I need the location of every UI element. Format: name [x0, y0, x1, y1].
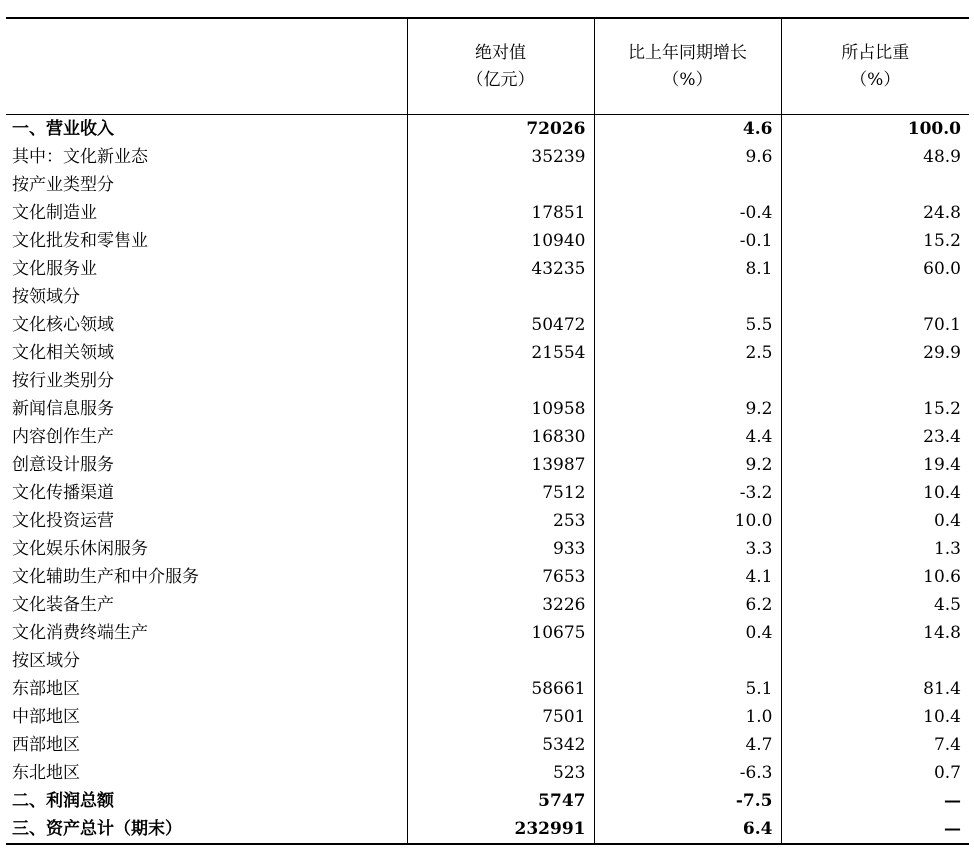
absolute-value-cell: 58661: [407, 675, 594, 703]
growth-cell: 9.6: [594, 143, 781, 171]
absolute-value-cell: 17851: [407, 199, 594, 227]
header-yoy-growth: [594, 18, 781, 115]
share-cell: 19.4: [781, 451, 969, 479]
absolute-value-cell: 13987: [407, 451, 594, 479]
growth-cell: 4.7: [594, 731, 781, 759]
absolute-value-cell: 21554: [407, 339, 594, 367]
table-row: [6, 591, 969, 619]
absolute-value-cell: 5342: [407, 731, 594, 759]
table-row: [6, 339, 969, 367]
table-row: [6, 815, 969, 844]
growth-cell: 9.2: [594, 451, 781, 479]
share-cell: 15.2: [781, 395, 969, 423]
share-cell: 23.4: [781, 423, 969, 451]
row-label: 文化传播渠道: [12, 483, 114, 503]
row-label: 新闻信息服务: [12, 399, 114, 419]
share-cell: 81.4: [781, 675, 969, 703]
header-row: [6, 18, 969, 115]
table-row: [6, 311, 969, 339]
row-label: 创意设计服务: [12, 455, 114, 475]
growth-cell: 6.4: [594, 815, 781, 844]
table-row: [6, 787, 969, 815]
absolute-value-cell: 16830: [407, 423, 594, 451]
row-label: 文化制造业: [12, 203, 97, 223]
row-label: 文化辅助生产和中介服务: [12, 567, 199, 587]
row-label: 文化消费终端生产: [12, 623, 148, 643]
row-label: 其中：文化新业态: [12, 147, 148, 167]
growth-cell: 2.5: [594, 339, 781, 367]
header-share-unit: （%）: [850, 69, 901, 90]
share-cell: 10.4: [781, 479, 969, 507]
share-cell: 1.3: [781, 535, 969, 563]
absolute-value-cell: 523: [407, 759, 594, 787]
table-row: [6, 479, 969, 507]
share-cell: 10.6: [781, 563, 969, 591]
absolute-value-cell: 50472: [407, 311, 594, 339]
table-row: [6, 283, 969, 311]
absolute-value-cell: 7501: [407, 703, 594, 731]
absolute-value-cell: [407, 647, 594, 675]
table-row: [6, 451, 969, 479]
growth-cell: -6.3: [594, 759, 781, 787]
absolute-value-cell: [407, 171, 594, 199]
row-label: 按区域分: [12, 651, 80, 671]
row-label: 文化装备生产: [12, 595, 114, 615]
share-cell: 100.0: [781, 115, 969, 144]
share-cell: 4.5: [781, 591, 969, 619]
growth-cell: [594, 367, 781, 395]
header-absolute-value: [407, 18, 594, 115]
row-label: 西部地区: [12, 735, 80, 755]
absolute-value-cell: 72026: [407, 115, 594, 144]
row-label: 文化核心领域: [12, 315, 114, 335]
share-cell: 24.8: [781, 199, 969, 227]
share-cell: [781, 647, 969, 675]
absolute-value-cell: 43235: [407, 255, 594, 283]
absolute-value-cell: 3226: [407, 591, 594, 619]
growth-cell: -3.2: [594, 479, 781, 507]
absolute-value-cell: 232991: [407, 815, 594, 844]
absolute-value-cell: 7512: [407, 479, 594, 507]
absolute-value-cell: 5747: [407, 787, 594, 815]
growth-cell: 10.0: [594, 507, 781, 535]
row-label: 文化批发和零售业: [12, 231, 148, 251]
share-cell: 60.0: [781, 255, 969, 283]
table-row: [6, 703, 969, 731]
row-label: 内容创作生产: [12, 427, 114, 447]
absolute-value-cell: 10675: [407, 619, 594, 647]
table-row: [6, 731, 969, 759]
growth-cell: 4.1: [594, 563, 781, 591]
growth-cell: 4.4: [594, 423, 781, 451]
share-cell: —: [781, 815, 969, 844]
growth-cell: 5.1: [594, 675, 781, 703]
table-row: [6, 759, 969, 787]
share-cell: 10.4: [781, 703, 969, 731]
share-cell: [781, 171, 969, 199]
table-row: [6, 619, 969, 647]
table-row: [6, 647, 969, 675]
row-label: 二、利润总额: [12, 791, 114, 811]
table-row: [6, 115, 969, 144]
header-yoy-growth-title: 比上年同期增长: [628, 42, 747, 63]
share-cell: [781, 283, 969, 311]
growth-cell: [594, 283, 781, 311]
table-row: [6, 367, 969, 395]
growth-cell: 9.2: [594, 395, 781, 423]
table-row: [6, 535, 969, 563]
absolute-value-cell: 35239: [407, 143, 594, 171]
growth-cell: 8.1: [594, 255, 781, 283]
growth-cell: -0.1: [594, 227, 781, 255]
header-yoy-growth-unit: （%）: [662, 69, 713, 90]
row-label: 文化相关领域: [12, 343, 114, 363]
header-share: [781, 18, 969, 115]
table-row: [6, 395, 969, 423]
absolute-value-cell: 7653: [407, 563, 594, 591]
table-row: [6, 675, 969, 703]
row-label: 东部地区: [12, 679, 80, 699]
share-cell: [781, 367, 969, 395]
table-header: [6, 18, 969, 115]
row-label: 中部地区: [12, 707, 80, 727]
share-cell: 7.4: [781, 731, 969, 759]
table-row: [6, 507, 969, 535]
growth-cell: 0.4: [594, 619, 781, 647]
share-cell: 14.8: [781, 619, 969, 647]
table-row: [6, 171, 969, 199]
header-share-title: 所占比重: [841, 42, 910, 63]
growth-cell: 4.6: [594, 115, 781, 144]
absolute-value-cell: 10940: [407, 227, 594, 255]
row-label: 文化投资运营: [12, 511, 114, 531]
row-label: 文化服务业: [12, 259, 97, 279]
absolute-value-cell: 253: [407, 507, 594, 535]
growth-cell: [594, 647, 781, 675]
row-label: 文化娱乐休闲服务: [12, 539, 148, 559]
row-label: 一、营业收入: [12, 119, 114, 139]
table-row: [6, 227, 969, 255]
statistics-table: [6, 17, 969, 845]
share-cell: 48.9: [781, 143, 969, 171]
growth-cell: 1.0: [594, 703, 781, 731]
absolute-value-cell: 933: [407, 535, 594, 563]
share-cell: 0.7: [781, 759, 969, 787]
growth-cell: 5.5: [594, 311, 781, 339]
table-row: [6, 255, 969, 283]
header-absolute-value-unit: （亿元）: [466, 69, 535, 90]
header-blank: [6, 18, 407, 115]
growth-cell: -7.5: [594, 787, 781, 815]
share-cell: 15.2: [781, 227, 969, 255]
table-body: [6, 115, 969, 845]
absolute-value-cell: [407, 367, 594, 395]
table-row: [6, 563, 969, 591]
row-label: 按行业类别分: [12, 371, 114, 391]
table-row: [6, 143, 969, 171]
table-row: [6, 423, 969, 451]
share-cell: 70.1: [781, 311, 969, 339]
growth-cell: [594, 171, 781, 199]
header-absolute-value-title: 绝对值: [475, 42, 526, 63]
absolute-value-cell: 10958: [407, 395, 594, 423]
share-cell: 0.4: [781, 507, 969, 535]
table-row: [6, 199, 969, 227]
row-label: 按领域分: [12, 287, 80, 307]
row-label: 东北地区: [12, 763, 80, 783]
share-cell: —: [781, 787, 969, 815]
row-label: 三、资产总计（期末）: [12, 819, 182, 839]
growth-cell: 3.3: [594, 535, 781, 563]
growth-cell: 6.2: [594, 591, 781, 619]
absolute-value-cell: [407, 283, 594, 311]
growth-cell: -0.4: [594, 199, 781, 227]
share-cell: 29.9: [781, 339, 969, 367]
row-label: 按产业类型分: [12, 175, 114, 195]
